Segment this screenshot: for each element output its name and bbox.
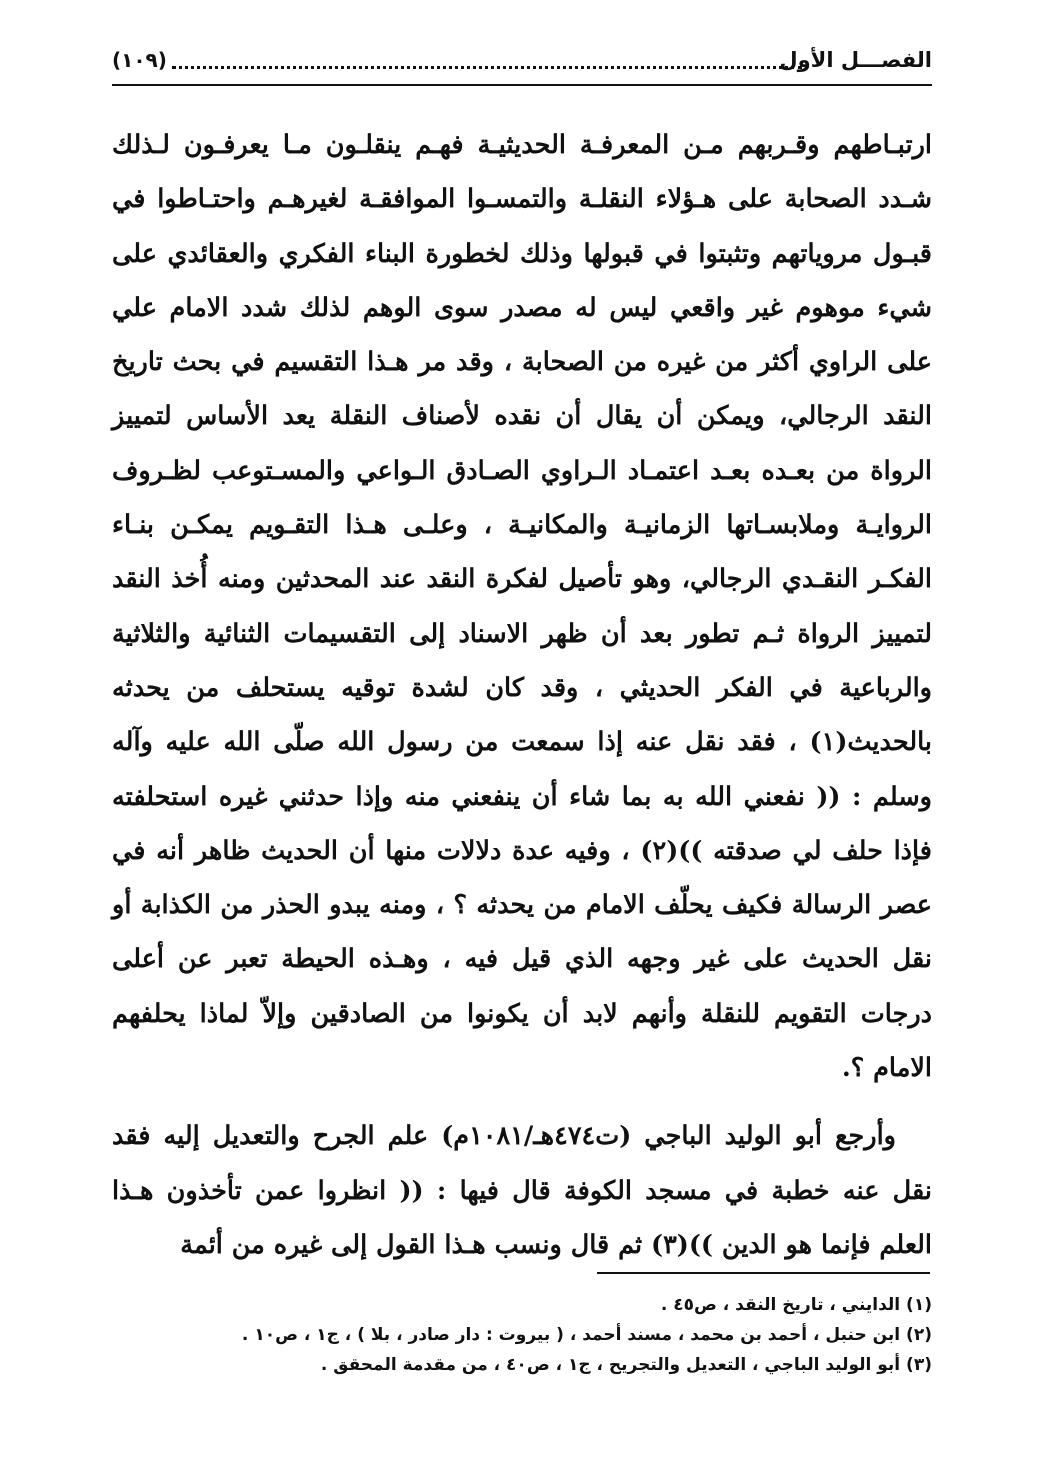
footnote-3: (٣) أبو الوليد الباجي ، التعديل والتجريح ، ج١ ، ص٤٠ ، من مقدمة المحقق . bbox=[320, 1355, 932, 1375]
running-header bbox=[112, 44, 932, 86]
main-text bbox=[112, 118, 932, 1272]
paragraph-1: ارتبـاطهم وقـربهم مـن المعرفـة الحديثيـة فهـم ينقلـون مـا يعرفـون لـذلك شـدد الصحابة على هـؤلاء النقلـة والتمسـوا الموافقـة لغيرهـم واحتـاطوا في قبـول مروياتهم وتثبتوا في قبولها وذلك لخطورة البناء الفكري والعقائدي على شيء موهوم غير واقعي ليس له مصدر سوى الوهم لذلك شدد الامام علي على الراوي أكثر من غيره من الصحابة ، وقد مر هـذا التقسيم في بحث تاريخ النقد الرجالي، ويمكن أن يقال أن نقده لأصناف النقلة يعد الأساس لتمييز الرواة من بعـده بعـد اعتمـاد الـراوي الصـادق الـواعي والمسـتوعب لظـروف الروايـة وملابسـاتها الزمانيـة والمكانيـة ، وعلـى هـذا التقـويم يمكـن بنـاء الفكـر النقـدي الرجالي، وهو تأصيل لفكرة النقد عند المحدثين ومنه أُخذ النقد لتمييز الرواة ثـم تطور بعد أن ظهر الاسناد إلى التقسيمات الثنائية والثلاثية والرباعية في الفكر الحديثي ، وقد كان لشدة توقيه يستحلف من يحدثه بالحديث(١) ، فقد نقل عنه إذا سمعت من رسول الله صلّى الله عليه وآله وسلم : (( نفعني الله به بما شاء أن ينفعني منه وإذا حدثني غيره استحلفته فإذا حلف لي صدقته ))(٢) ، وفيه عدة دلالات منها أن الحديث ظاهر أنه في عصر الرسالة فكيف يحلّف الامام من يحدثه ؟ ، ومنه يبدو الحذر من الكذابة أو نقل الحديث على غير وجهه الذي قيل فيه ، وهـذه الحيطة تعبر عن أعلى درجات التقويم للنقلة وأنهم لابد أن يكونوا من الصادقين وإلاّ لماذا يحلفهم الامام ؟. bbox=[112, 130, 932, 1084]
chapter-title: الفصـــل الأول bbox=[779, 48, 932, 72]
leader-dots bbox=[172, 66, 802, 69]
footnotes bbox=[112, 1290, 932, 1380]
footnote-1: (١) الدايني ، تاريخ النقد ، ص٤٥ . bbox=[660, 1295, 932, 1315]
footnote-separator bbox=[597, 1272, 930, 1274]
footnote-2: (٢) ابن حنبل ، أحمد بن محمد ، مسند أحمد ، ( بيروت : دار صادر ، بلا ) ، ج١ ، ص١٠ . bbox=[241, 1325, 932, 1345]
page-number: (١٠٩) bbox=[112, 48, 167, 72]
paragraph-2: وأرجع أبو الوليد الباجي (ت٤٧٤هـ/١٠٨١م) علم الجرح والتعديل إليه فقد نقل عنه خطبة في مسجد الكوفة قال فيها : (( انظروا عمن تأخذون هـذا العلم فإنما هو الدين ))(٣) ثم قال ونسب هـذا القول إلى غيره من أئمة bbox=[112, 1121, 932, 1260]
